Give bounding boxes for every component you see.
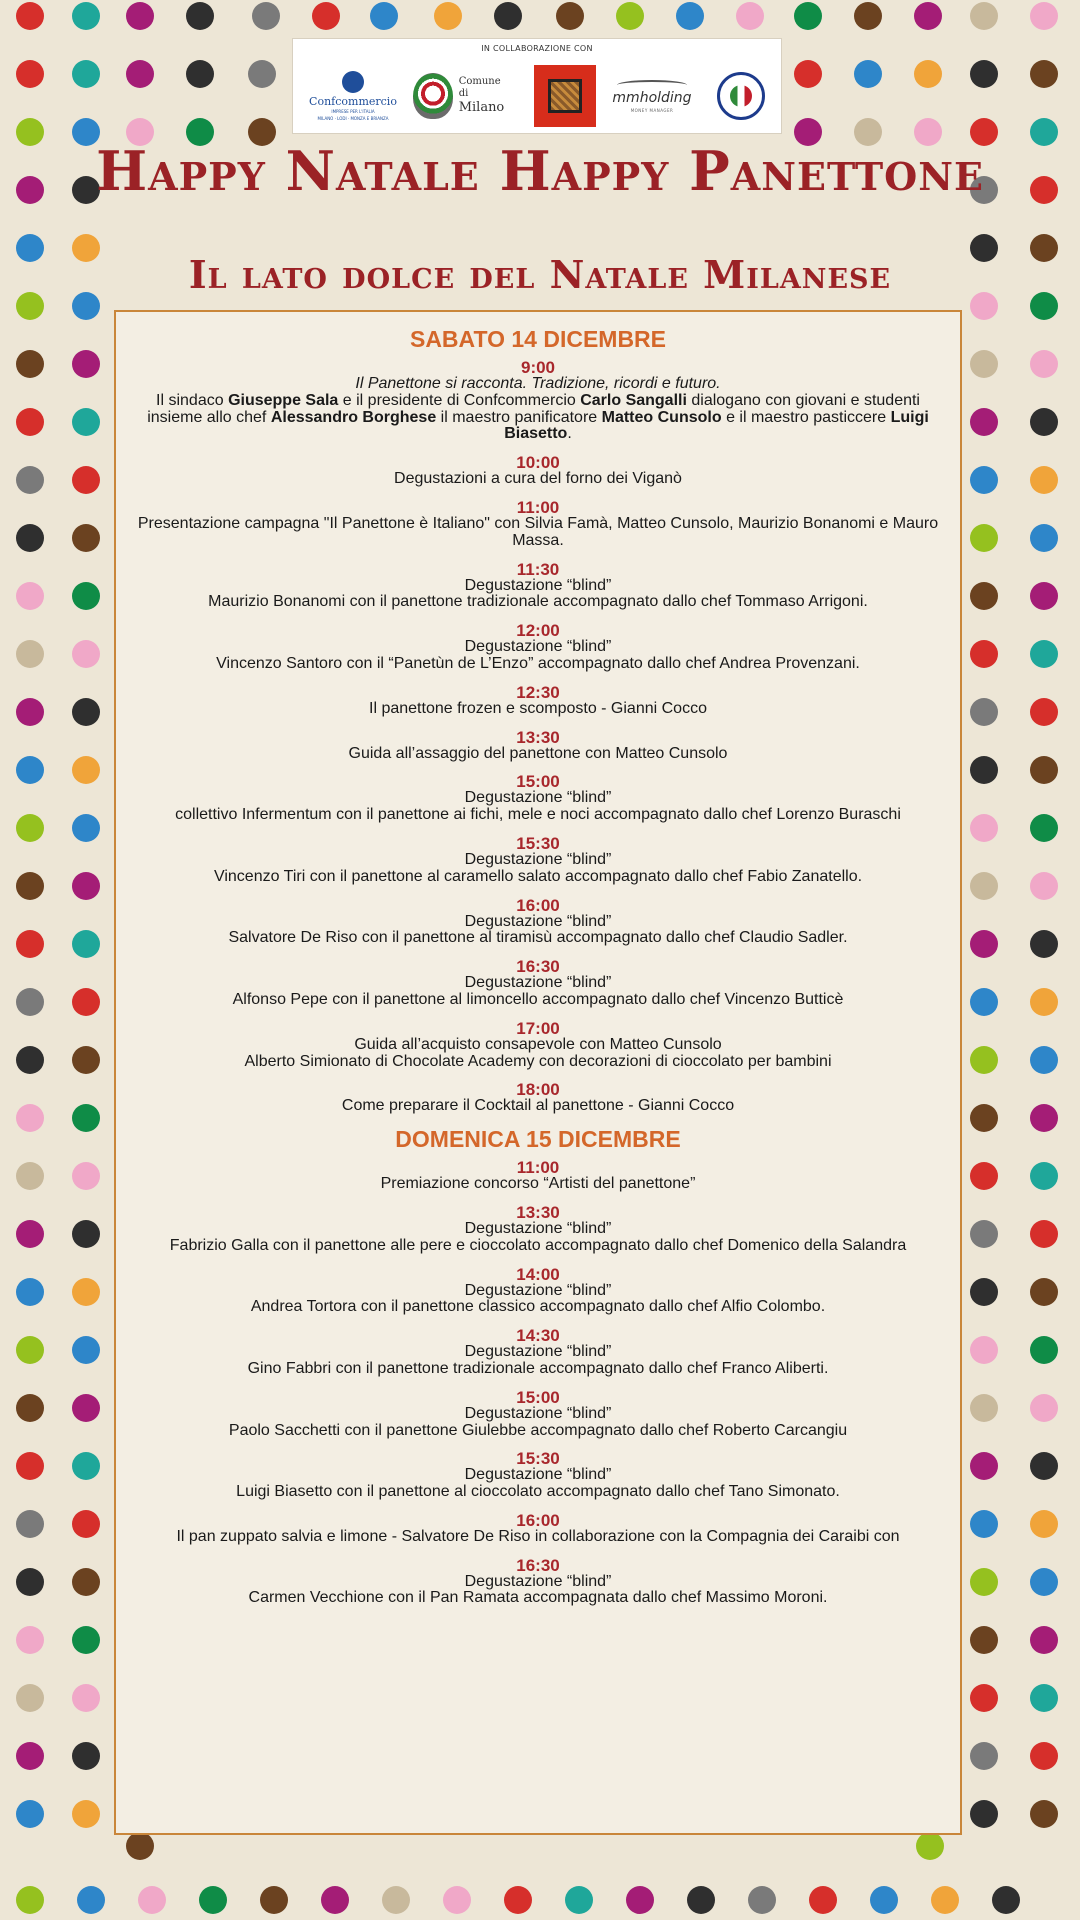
polka-dot [854, 60, 882, 88]
event-time: 13:30 [516, 727, 560, 747]
event-description: Il sindaco Giuseppe Sala e il presidente di Confcommercio Carlo Sangalli dialogano con giovani e studenti insieme allo chef Alessandro Borghese il maestro panificatore Matteo Cunsolo e il maestro pasticcere Luigi Biasetto. [147, 391, 929, 443]
polka-dot [1030, 1800, 1058, 1828]
polka-dot [72, 60, 100, 88]
polka-dot [970, 814, 998, 842]
day-title-saturday: SABATO 14 DICEMBRE [409, 326, 667, 352]
polka-dot [16, 582, 44, 610]
polka-dot [687, 1886, 715, 1914]
polka-dot [1030, 60, 1058, 88]
polka-dot [16, 60, 44, 88]
polka-dot [970, 1510, 998, 1538]
event-tag: Degustazione “blind” [464, 912, 612, 930]
polka-dot [970, 1394, 998, 1422]
polka-dot [970, 1568, 998, 1596]
event-description: Alberto Simionato di Chocolate Academy con decorazioni di cioccolato per bambini [244, 1052, 832, 1070]
polka-dot [72, 756, 100, 784]
polka-dot [914, 2, 942, 30]
polka-dot [1030, 2, 1058, 30]
polka-dot [72, 582, 100, 610]
polka-dot [16, 1626, 44, 1654]
comune-milano-logo [413, 65, 513, 127]
schedule-event [134, 1327, 942, 1378]
polka-dot [748, 1886, 776, 1914]
mmholding-logo-sub: MONEY MANAGER [630, 107, 674, 113]
polka-dot [16, 2, 44, 30]
event-tag: Degustazione “blind” [464, 1404, 612, 1422]
polka-dot [16, 408, 44, 436]
event-time: 18:00 [516, 1080, 560, 1100]
confcommercio-logo-name: Confcommercio [309, 95, 397, 108]
polka-dot [16, 1510, 44, 1538]
polka-dot [1030, 1220, 1058, 1248]
event-tag: Degustazione “blind” [464, 789, 612, 807]
event-time: 17:00 [516, 1018, 560, 1038]
polka-dot [248, 60, 276, 88]
polka-dot [970, 872, 998, 900]
polka-dot [72, 1684, 100, 1712]
sunday-event-list [134, 1159, 942, 1607]
polka-dot [970, 1278, 998, 1306]
polka-dot [1030, 582, 1058, 610]
polka-dot [970, 1452, 998, 1480]
polka-dot [16, 1394, 44, 1422]
event-time: 11:30 [516, 559, 560, 579]
polka-dot [16, 1336, 44, 1364]
polka-dot [199, 1886, 227, 1914]
event-tag: Degustazione “blind” [464, 974, 612, 992]
schedule-event-opening [134, 359, 942, 443]
schedule-event [134, 1020, 942, 1071]
polka-dot [1030, 1394, 1058, 1422]
polka-dot [72, 872, 100, 900]
event-time: 15:30 [516, 833, 560, 853]
event-description: Salvatore De Riso con il panettone al tiramisù accompagnato dallo chef Claudio Sadler. [228, 929, 848, 947]
polka-dot [72, 640, 100, 668]
event-time: 15:00 [516, 772, 560, 792]
schedule-event [134, 1512, 942, 1546]
polka-dot [626, 1886, 654, 1914]
page-subtitle: Il lato dolce del Natale Milanese [188, 252, 892, 297]
event-description: Gino Fabbri con il panettone tradizionale accompagnato dallo chef Franco Aliberti. [247, 1359, 829, 1377]
polka-dot [126, 1832, 154, 1860]
polka-dot [72, 1046, 100, 1074]
polka-dot [16, 988, 44, 1016]
polka-dot [72, 1800, 100, 1828]
event-intro: Il Panettone si racconta. Tradizione, ricordi e futuro. [355, 375, 721, 392]
polka-dot [970, 1684, 998, 1712]
event-tag: Guida all’acquisto consapevole con Matteo Cunsolo [354, 1035, 722, 1053]
schedule-event [134, 499, 942, 550]
polka-dot [931, 1886, 959, 1914]
polka-dot [260, 1886, 288, 1914]
federation-emblem-icon [717, 72, 765, 120]
event-tag: Degustazione “blind” [464, 1219, 612, 1237]
polka-dot [72, 1626, 100, 1654]
schedule-event [134, 1450, 942, 1501]
polka-dot [1030, 1684, 1058, 1712]
polka-dot [616, 2, 644, 30]
event-description: Luigi Biasetto con il panettone al cioccolato accompagnato dallo chef Tano Simonato. [236, 1483, 840, 1501]
confcommercio-logo-sub: IMPRESE PER L'ITALIA [331, 109, 375, 114]
schedule-event [134, 1159, 942, 1193]
schedule-event [134, 1557, 942, 1608]
arc-icon [617, 80, 687, 90]
polka-dot [970, 1220, 998, 1248]
polka-dot [72, 350, 100, 378]
polka-dot [16, 814, 44, 842]
polka-dot [72, 1452, 100, 1480]
event-tag: Degustazione “blind” [464, 850, 612, 868]
polka-dot [126, 60, 154, 88]
polka-dot [970, 466, 998, 494]
polka-dot [72, 1104, 100, 1132]
polka-dot [1030, 872, 1058, 900]
polka-dot [970, 1046, 998, 1074]
polka-dot [970, 756, 998, 784]
confcommercio-logo-tail: MILANO · LODI · MONZA E BRIANZA [317, 116, 389, 121]
polka-dot [16, 524, 44, 552]
polka-dot [16, 1104, 44, 1132]
polka-dot [914, 60, 942, 88]
polka-dot [1030, 1452, 1058, 1480]
polka-dot [794, 2, 822, 30]
comune-logo-prefix: Comune di [458, 76, 501, 100]
polka-dot [72, 814, 100, 842]
polka-dot [970, 2, 998, 30]
event-description: Paolo Sacchetti con il panettone Giulebbe accompagnato dallo chef Roberto Carcangiu [228, 1421, 848, 1439]
polka-dot [138, 1886, 166, 1914]
polka-dot [16, 756, 44, 784]
polka-dot [1030, 1104, 1058, 1132]
event-description: Vincenzo Santoro con il “Panetùn de L’Enzo” accompagnato dallo chef Andrea Provenzani. [216, 654, 860, 672]
event-time: 16:00 [516, 1510, 560, 1530]
schedule-event [134, 773, 942, 824]
polka-dot [370, 2, 398, 30]
polka-dot [186, 60, 214, 88]
polka-dot [676, 2, 704, 30]
polka-dot [1030, 756, 1058, 784]
schedule-event [134, 1204, 942, 1255]
polka-dot [854, 2, 882, 30]
polka-dot [970, 1626, 998, 1654]
city-crest-icon [413, 73, 453, 119]
partner-logo-bar [292, 38, 782, 134]
polka-dot [1030, 408, 1058, 436]
federation-logo [713, 65, 769, 127]
event-description: Premiazione concorso “Artisti del panettone” [380, 1175, 696, 1193]
event-time: 16:00 [516, 895, 560, 915]
polka-dot [16, 466, 44, 494]
polka-dot [1030, 1046, 1058, 1074]
event-description: collettivo Infermentum con il panettone ai fichi, mele e noci accompagnato dallo chef Lorenzo Buraschi [175, 806, 901, 824]
polka-dot [970, 1742, 998, 1770]
event-time: 10:00 [516, 453, 560, 473]
polka-dot [736, 2, 764, 30]
polka-dot [970, 524, 998, 552]
polka-dot [72, 988, 100, 1016]
polka-dot [556, 2, 584, 30]
polka-dot [16, 350, 44, 378]
event-time: 13:30 [516, 1202, 560, 1222]
polka-dot [16, 1162, 44, 1190]
polka-dot [1030, 1568, 1058, 1596]
polka-dot [970, 350, 998, 378]
event-tag: Degustazione “blind” [464, 1343, 612, 1361]
polka-dot [72, 1278, 100, 1306]
polka-dot [565, 1886, 593, 1914]
event-time: 16:30 [516, 957, 560, 977]
polka-dot [72, 1742, 100, 1770]
event-description: Presentazione campagna "Il Panettone è Italiano" con Silvia Famà, Matteo Cunsolo, Maurizio Bonanomi e Mauro Massa. [137, 514, 939, 549]
polka-dot [1030, 1510, 1058, 1538]
event-description: Come preparare il Cocktail al panettone - Gianni Cocco [341, 1097, 735, 1115]
event-description: Alfonso Pepe con il panettone al limoncello accompagnato dallo chef Vincenzo Butticè [232, 990, 844, 1008]
polka-dot [1030, 1278, 1058, 1306]
polka-dot [72, 524, 100, 552]
polka-dot [16, 1800, 44, 1828]
panettone-icon [548, 79, 582, 113]
polka-dot [1030, 930, 1058, 958]
polka-dot [970, 1336, 998, 1364]
polka-dot [16, 1886, 44, 1914]
polka-dot [72, 1162, 100, 1190]
polka-dot [321, 1886, 349, 1914]
polka-dot [1030, 350, 1058, 378]
polka-dot [16, 872, 44, 900]
polka-dot [970, 582, 998, 610]
saturday-event-list [134, 454, 942, 1115]
event-description: Il panettone frozen e scomposto - Gianni Cocco [369, 699, 707, 717]
schedule-event [134, 684, 942, 718]
polka-dot [72, 1510, 100, 1538]
polka-dot [16, 1742, 44, 1770]
polka-dot [16, 640, 44, 668]
event-description: Carmen Vecchione con il Pan Ramata accompagnata dallo chef Massimo Moroni. [248, 1589, 828, 1607]
polka-dot [252, 2, 280, 30]
schedule-event [134, 1266, 942, 1317]
schedule-event [134, 561, 942, 612]
event-tag: Degustazione “blind” [464, 638, 612, 656]
polka-dot [1030, 1626, 1058, 1654]
schedule-event [134, 897, 942, 948]
schedule-event [134, 1389, 942, 1440]
polka-dot [970, 640, 998, 668]
polka-dot [72, 2, 100, 30]
polka-dot [16, 1046, 44, 1074]
polka-dot [72, 1336, 100, 1364]
polka-dot [970, 698, 998, 726]
event-tag: Degustazione “blind” [464, 1572, 612, 1590]
collaboration-label: IN COLLABORAZIONE CON [481, 44, 593, 53]
polka-dot [382, 1886, 410, 1914]
polka-dot [1030, 814, 1058, 842]
polka-dot [16, 698, 44, 726]
polka-dot [72, 466, 100, 494]
schedule-event [134, 622, 942, 673]
polka-dot [126, 2, 154, 30]
event-time: 15:00 [516, 1387, 560, 1407]
event-time: 12:00 [516, 621, 560, 641]
confcommercio-logo [305, 65, 401, 127]
polka-dot [970, 1800, 998, 1828]
schedule-event [134, 729, 942, 763]
schedule-event [134, 454, 942, 488]
event-time: 12:30 [516, 682, 560, 702]
event-time: 14:00 [516, 1264, 560, 1284]
polka-dot [1030, 1742, 1058, 1770]
polka-dot [443, 1886, 471, 1914]
event-description: Vincenzo Tiri con il panettone al caramello salato accompagnato dallo chef Fabio Zanatello. [213, 867, 863, 885]
polka-dot [1030, 698, 1058, 726]
polka-dot [16, 1568, 44, 1596]
event-description: Maurizio Bonanomi con il panettone tradizionale accompagnato dallo chef Tommaso Arrigoni. [208, 593, 868, 611]
event-description: Guida all’assaggio del panettone con Matteo Cunsolo [348, 744, 728, 762]
polka-dot [16, 1220, 44, 1248]
red-square-logo [533, 65, 597, 127]
polka-dot [504, 1886, 532, 1914]
polka-dot [16, 930, 44, 958]
polka-dot [916, 1832, 944, 1860]
event-description: Il pan zuppato salvia e limone - Salvatore De Riso in collaborazione con la Compagnia dei Caraibi con [176, 1527, 900, 1545]
mmholding-logo [611, 65, 693, 127]
schedule-event [134, 835, 942, 886]
polka-dot [312, 2, 340, 30]
polka-dot [72, 1394, 100, 1422]
polka-dot [72, 1220, 100, 1248]
polka-dot [16, 1278, 44, 1306]
polka-dot [992, 1886, 1020, 1914]
schedule-event [134, 1081, 942, 1115]
polka-dot [870, 1886, 898, 1914]
polka-dot [970, 408, 998, 436]
day-title-sunday: DOMENICA 15 DICEMBRE [395, 1126, 681, 1153]
page-title: Happy Natale Happy Panettone [96, 139, 984, 203]
polka-dot [186, 2, 214, 30]
polka-dot [794, 60, 822, 88]
schedule-event [134, 958, 942, 1009]
polka-dot [16, 1452, 44, 1480]
event-time: 16:30 [516, 1555, 560, 1575]
polka-dot [1030, 1162, 1058, 1190]
polka-dot [72, 408, 100, 436]
event-description: Andrea Tortora con il panettone classico accompagnato dallo chef Alfio Colombo. [250, 1298, 826, 1316]
event-time: 11:00 [516, 1158, 560, 1178]
event-tag: Degustazione “blind” [464, 576, 612, 594]
polka-dot [72, 930, 100, 958]
eagle-icon [342, 71, 364, 93]
polka-dot [970, 930, 998, 958]
event-tag: Degustazione “blind” [464, 1281, 612, 1299]
event-time: 9:00 [520, 358, 556, 377]
polka-dot [77, 1886, 105, 1914]
mmholding-logo-name: mmholding [612, 89, 692, 106]
polka-dot [16, 1684, 44, 1712]
polka-dot [434, 2, 462, 30]
comune-logo-city: Milano [458, 100, 505, 116]
polka-dot [1030, 1336, 1058, 1364]
event-description: Degustazioni a cura del forno dei Viganò [394, 470, 682, 488]
polka-dot [1030, 524, 1058, 552]
polka-dot [1030, 640, 1058, 668]
event-time: 11:00 [516, 497, 560, 517]
polka-dot [970, 1162, 998, 1190]
polka-dot [1030, 988, 1058, 1016]
event-description: Fabrizio Galla con il panettone alle pere e cioccolato accompagnato dallo chef Domenico della Salandra [169, 1236, 907, 1254]
event-time: 14:30 [516, 1326, 560, 1346]
polka-dot [72, 698, 100, 726]
polka-dot [1030, 466, 1058, 494]
polka-dot [970, 1104, 998, 1132]
event-time: 15:30 [516, 1449, 560, 1469]
event-tag: Degustazione “blind” [464, 1466, 612, 1484]
program-panel [114, 310, 962, 1835]
polka-dot [970, 988, 998, 1016]
polka-dot [494, 2, 522, 30]
polka-dot [809, 1886, 837, 1914]
polka-dot [72, 1568, 100, 1596]
polka-dot [970, 60, 998, 88]
